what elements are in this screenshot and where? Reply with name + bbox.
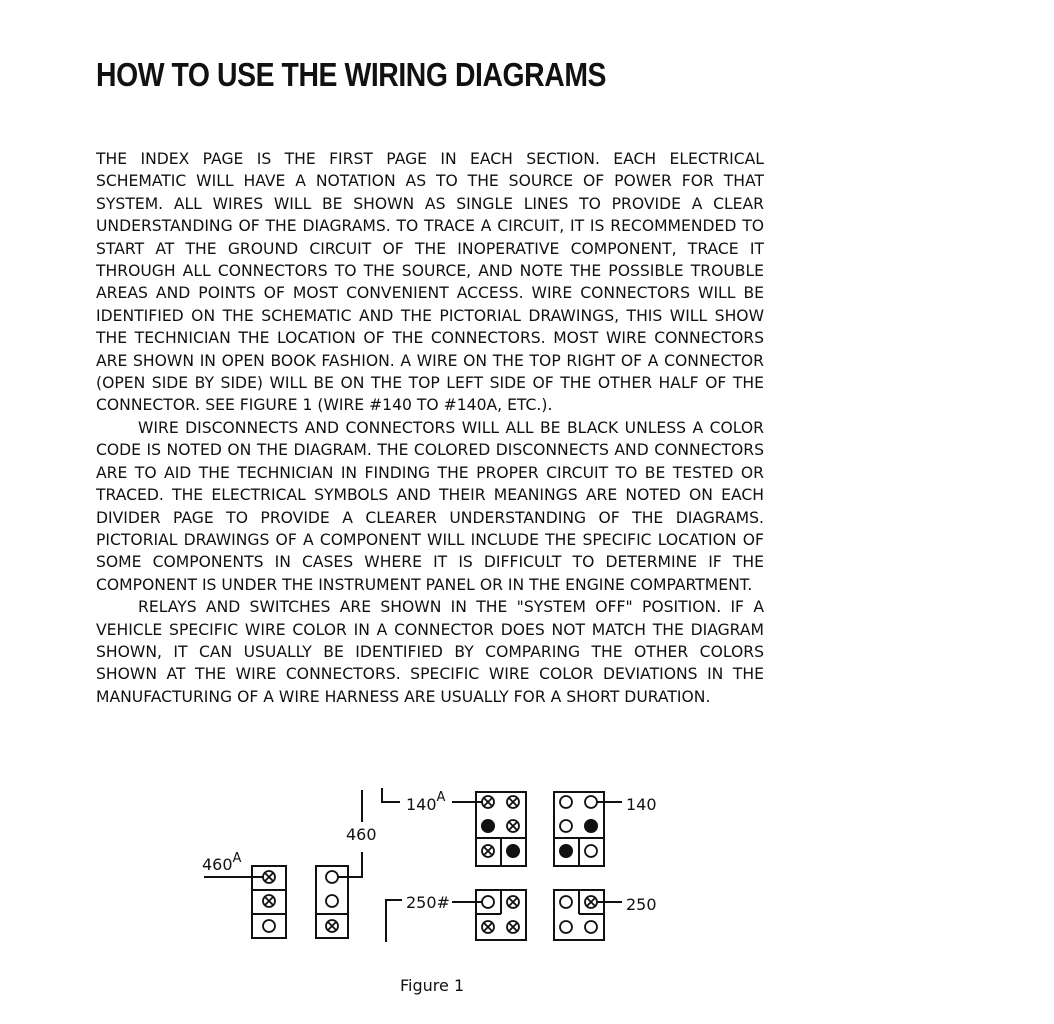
leader-250hash xyxy=(386,900,402,942)
label-140: 140 xyxy=(626,795,657,814)
label-250hash: 250# xyxy=(406,893,450,912)
paragraph-index-page: THE INDEX PAGE IS THE FIRST PAGE IN EACH SECTION. EACH ELECTRICAL SCHEMATIC WILL HAVE A NOTATION AS TO THE SOURCE OF POWER FOR THAT SYSTEM. ALL WIRES WILL BE SHOWN AS SINGLE LINES TO PROVIDE A CLEAR UNDERSTANDING OF THE DIAGRAMS. TO TRACE A CIRCUIT, IT IS RECOMMENDED TO START AT THE GROUND CIRCUIT OF THE INOPERATIVE COMPONENT, TRACE IT THROUGH ALL CONNECTORS TO THE SOURCE, AND NOTE THE POSSIBLE TROUBLE AREAS AND POINTS OF MOST CONVENIENT ACCESS. WIRE CONNECTORS WILL BE IDENTIFIED ON THE SCHEMATIC AND THE PICTORIAL DRAWINGS, THIS WILL SHOW THE TECHNICIAN THE LOCATION OF THE CONNECTORS. MOST WIRE CONNECTORS ARE SHOWN IN OPEN BOOK FASHION. A WIRE ON THE TOP RIGHT OF A CONNECTOR (OPEN SIDE BY SIDE) WILL BE ON THE TOP LEFT SIDE OF THE OTHER HALF OF THE CONNECTOR. SEE FIGURE 1 (WIRE #140 TO #140A, ETC.). xyxy=(96,150,764,415)
connector-140 xyxy=(554,792,622,866)
label-460: 460 xyxy=(346,825,377,844)
page-title: HOW TO USE THE WIRING DIAGRAMS xyxy=(96,56,607,93)
body-text xyxy=(96,148,764,708)
connector-460 xyxy=(316,852,362,938)
connector-diagram xyxy=(190,780,670,970)
connector-250 xyxy=(554,890,622,940)
connector-460a xyxy=(204,866,286,938)
paragraph-relays-switches: RELAYS AND SWITCHES ARE SHOWN IN THE "SYSTEM OFF" POSITION. IF A VEHICLE SPECIFIC WIRE COLOR IN A CONNECTOR DOES NOT MATCH THE DIAGRAM SHOWN, IT CAN USUALLY BE IDENTIFIED BY COMPARING THE OTHER COLORS SHOWN AT THE WIRE CONNECTORS. SPECIFIC WIRE COLOR DEVIATIONS IN THE MANUFACTURING OF A WIRE HARNESS ARE USUALLY FOR A SHORT DURATION. xyxy=(96,598,764,706)
label-460a: $460^A$ xyxy=(202,851,242,874)
figure-caption: Figure 1 xyxy=(400,976,465,995)
label-250: 250 xyxy=(626,895,657,914)
label-140a: $140^A$ xyxy=(406,790,446,814)
connector-250hash xyxy=(452,890,526,940)
leader-140a xyxy=(382,788,400,802)
connector-140a xyxy=(452,792,526,866)
connector-figure xyxy=(190,780,670,970)
wire-460 xyxy=(338,852,362,877)
paragraph-wire-disconnects: WIRE DISCONNECTS AND CONNECTORS WILL ALL BE BLACK UNLESS A COLOR CODE IS NOTED ON THE DIAGRAM. THE COLORED DISCONNECTS AND CONNECTORS ARE TO AID THE TECHNICIAN IN FINDING THE PROPER CIRCUIT TO BE TESTED OR TRACED. THE ELECTRICAL SYMBOLS AND THEIR MEANINGS ARE NOTED ON EACH DIVIDER PAGE TO PROVIDE A CLEARER UNDERSTANDING OF THE DIAGRAMS. PICTORIAL DRAWINGS OF A COMPONENT WILL INCLUDE THE SPECIFIC LOCATION OF SOME COMPONENTS IN CASES WHERE IT IS DIFFICULT TO DETERMINE IF THE COMPONENT IS UNDER THE INSTRUMENT PANEL OR IN THE ENGINE COMPARTMENT. xyxy=(96,418,764,594)
